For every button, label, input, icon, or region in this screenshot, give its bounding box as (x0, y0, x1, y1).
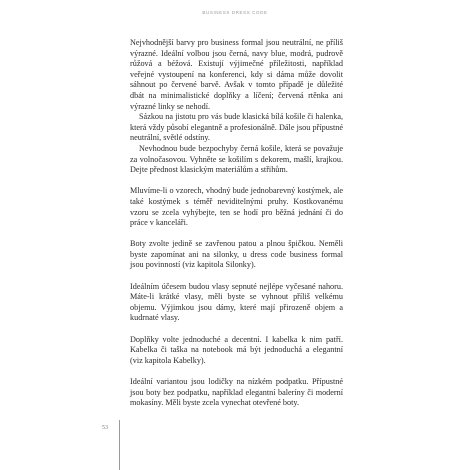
paragraph-black-shirt: Nevhodnou bude bezpochyby černá košile, která se považuje za volnočasovou. Vyhněte se košilím s dekorem, mašlí, krajkou. Dejte přednost klasickým materiálům a střihům. (130, 143, 343, 175)
margin-rule (119, 420, 120, 470)
body-text (130, 38, 343, 409)
paragraph-shoes: Boty zvolte jedině se zavřenou patou a plnou špičkou. Neměli byste zapomínat ani na silonky, u dress code business formal jsou povinností (viz kapitola Silonky). (130, 239, 343, 270)
page-number: 53 (102, 425, 108, 431)
running-head: BUSINESS DRESS CODE (202, 10, 268, 15)
paragraph-white-shirt: Sázkou na jistotu pro vás bude klasická bílá košile či halenka, která vždy působí elegantně a profesionálně. Dále jsou přípustné neutrální, světlé odstíny. (130, 112, 343, 143)
paragraph-accessories: Doplňky volte jednoduché a decentní. I kabelka k nim patří. Kabelka či taška na notebook má být jednoduchá a elegantní (viz kapitola Kabelky). (130, 334, 343, 365)
paragraph-patterns: Mluvíme-li o vzorech, vhodný bude jednobarevný kostýmek, ale také kostýmek s téměř neviditelnými pruhy. Kostkovanému vzoru se zcela vyhýbejte, ten se hodí pro běžná jednání či do práce v kanceláři. (130, 186, 343, 228)
paragraph-hair: Ideálním účesem budou vlasy sepnuté nejlépe vyčesané nahoru. Máte-li krátké vlasy, měli byste se vyhnout příliš velkému objemu. Výjimkou jsou dámy, které mají přirozeně objem a kudrnaté vlasy. (130, 281, 343, 323)
paragraph-heels: Ideální variantou jsou lodičky na nízkém podpatku. Přípustné jsou boty bez podpatku, například elegantní baleríny či moderní mokasíny. Měli byste zcela vynechat otevřené boty. (130, 377, 343, 408)
paragraph-colors: Nejvhodnější barvy pro business formal jsou neutrální, ne příliš výrazné. Ideální volbou jsou černá, navy blue, modrá, pudrově růžová a béžová. Existují výjimečné příležitosti, například veřejné vystoupení na konferenci, kdy si dáma může dovolit sáhnout po červené barvě. Avšak v tomto případě je důležité dbát na minimalistické doplňky a líčení; červená rtěnka ani výrazné linky se nehodí. (130, 38, 343, 111)
